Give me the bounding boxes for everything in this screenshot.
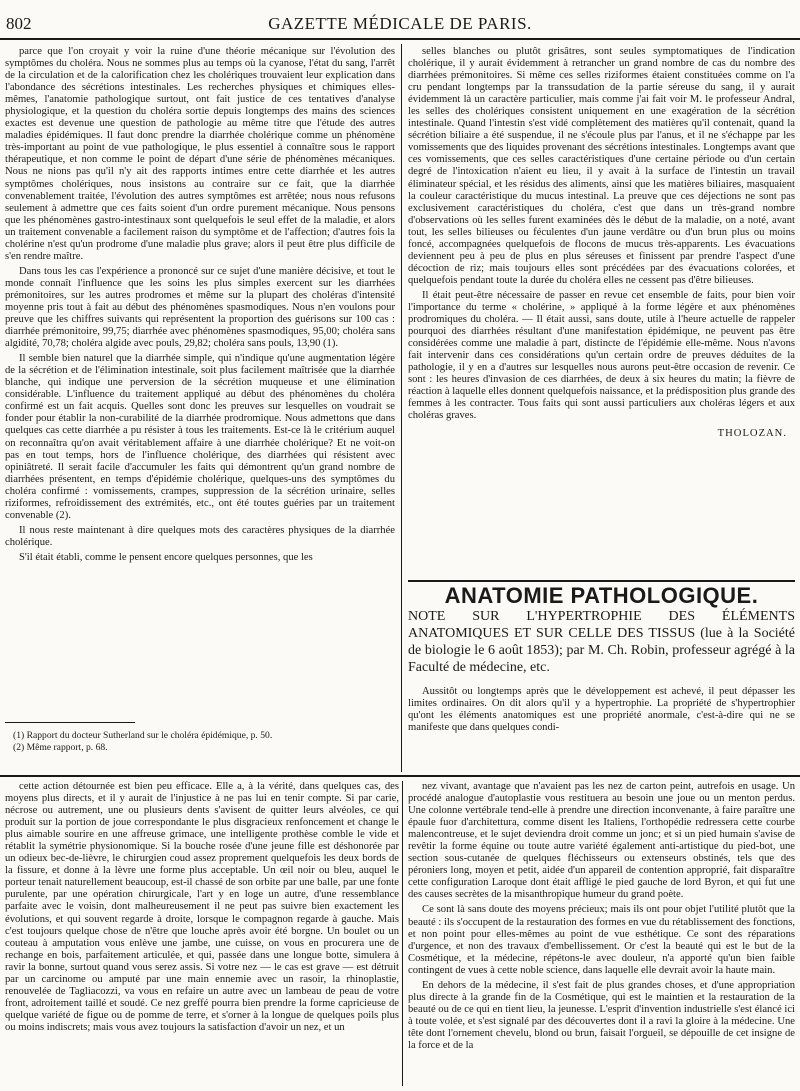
footnote-rule (5, 722, 135, 723)
page-header (0, 0, 800, 40)
header-rule (0, 38, 800, 40)
bottom-column-divider (402, 781, 403, 1086)
page-number: 802 (6, 14, 32, 33)
running-title: GAZETTE MÉDICALE DE PARIS. (268, 14, 532, 33)
bottom-left-column (5, 781, 399, 1087)
column-divider (401, 44, 402, 772)
right-paragraph: selles blanches ou plutôt grisâtres, sont seules symptomatiques de l'indication cholérique, il y aurait évidemment à retrancher un grand nombre de cas du nombre des diarrhées prémonitoires. Si même ces selles riziformes étaient constituées comme on l'a cru pendant longtemps par la transsudation de la partie séreuse du sang, il y aurait évidemment là un caractère particulier, mais comme j'ai fait voir M. le professeur Andral, les selles des cholériques consistent uniquement en une exagération de la sécrétion intestinale. Quand l'intestin s'est vidé complètement des matières qu'il contenait, quand la sécrétion biliaire a été suspendue, il ne s'écoule plus par l'anus, et il ne s'échappe par les vomissements que des liquides provenant des sécrétions intestinales. Longtemps avant que ces vomissements, que ces selles caractéristiques d'une certaine période ou d'un certain degré de l'intoxication n'aient eu lieu, il y avait à la surface de l'intestin un travail éliminateur spécial, et les résidus des aliments, ainsi que les matières biliaires, masquaient la couleur caractéristique du mucus intestinal. La preuve que ces déjections ne sont pas exclusivement caractéristiques du choléra, c'est que dans un très-grand nombre d'observations où les selles furent examinées dès le début de la maladie, on a noté, avant tout, les selles bilieuses ou féculentes d'un jaune verdâtre ou d'un brun plus ou moins foncé, accompagnées quelquefois de flocons de mucus très-apparents. Les évacuations deviennent peu à peu de plus en plus séreuses et finissent par prendre l'aspect d'une décoction de riz; mais toujours elles sont précédées par des évacuations colorées, et quelquefois pendant toute la durée du choléra elles ne cessent pas d'être bilieuses. (408, 46, 795, 286)
left-paragraph: Il semble bien naturel que la diarrhée simple, qui n'indique qu'une augmentation légère de la sécrétion et de l'élimination intestinale, soit plus facilement maîtrisée que la diarrhée blanche, qui indique une perversion de la sécrétion muqueuse et une élimination considérable. L'influence du traitement appliqué au début des phénomènes du choléra confirmé est un fait acquis. Quelles sont donc les preuves sur lesquelles on voudrait se fonder pour établir la non-curabilité de la diarrhée prodromique. Nous admettons que dans quelques cas cette diarrhée a pu résister à tous les traitements. Est-ce là le critérium auquel on reconnaîtra qu'on avait véritablement affaire à une diarrhée cholérique? Et ne voit-on pas en tout temps, hors de l'influence cholérique, des diarrhées qui résistent avec opiniâtreté. Il serait facile d'accumuler les faits qui démontrent qu'un grand nombre de diarrhées présentent, en temps d'épidémie cholérique, quelques-uns des symptômes du choléra confirmé : vomissements, crampes, suppression de la sécrétion urinaire, selles riziformes, refroidissement des extrémités, etc., ont été toutes guéries par un traitement convenable (2). (5, 353, 395, 521)
left-paragraph: parce que l'on croyait y voir la ruine d'une théorie mécanique sur l'évolution des symptômes du choléra. Nous ne sommes plus au temps où la cyanose, l'état du sang, l'arrêt de la circulation et de la calorification chez les cholériques trouvaient leur explication dans l'abondance des sécrétions intestinales. Les recherches physiques et chimiques elles-mêmes, l'anatomie pathologique surtout, ont fait justice de ces tentatives d'analyse physiologique, et la question du choléra sortie depuis longtemps des mains des sciences exactes est devenue une question de pathologie au même titre que l'étude des autres maladies épidémiques. Il faut donc prendre la diarrhée cholérique comme un phénomène très-important au point de vue pathologique, le plus essentiel à connaître sous le rapport thérapeutique, et non comme le point de départ d'une série de phénomènes mécaniques. Nous ne nions pas qu'il n'y ait des rapports intimes entre cette diarrhée et les autres symptômes cholériques, nous insistons au contraire sur ce fait, que la diarrhée convenablement traitée, l'évolution des autres symptômes est arrêtée; nous nous refusons seulement à admettre que ces faits soient d'un ordre purement mécanique. Nous pensons que les phénomènes gastro-intestinaux sont quelquefois le seul effet de la maladie, et alors un traitement convenable a facilement raison du symptôme et de l'affection; d'autres fois la cholérine n'est qu'un prodrome d'une maladie plus grave; alors il peut être plus difficile de s'en rendre maître. (5, 46, 395, 262)
footnotes (5, 730, 395, 754)
left-paragraph: Dans tous les cas l'expérience a prononcé sur ce sujet d'une manière décisive, et tout le monde connaît l'influence que les soins les plus simples exercent sur les diarrhées prémonitoires, sur les autres prodromes et même sur la plupart des choléras d'intensité moyenne pris tout à fait au début des phénomènes spasmodiques. Nous n'en voulons pour preuve que les chiffres suivants qui représentent la proportion des guérisons sur 100 cas : diarrhée prémonitoire, 99,75; diarrhée avec phénomènes spasmodiques, 95,00; choléra sans algidité, 70,78; choléra algide avec pouls, 29,82; choléra sans pouls, 13,90 (1). (5, 265, 395, 350)
left-paragraph: Il nous reste maintenant à dire quelques mots des caractères physiques de la diarrhée cholérique. (5, 524, 395, 548)
article-title (408, 608, 795, 676)
feuilleton-paragraph: Ce sont là sans doute des moyens précieux; mais ils ont pour objet l'utilité plutôt que la beauté : ils s'occupent de la restauration des formes en vue du rétablissement des fonctions, et non point pour elles-mêmes au point de vue esthétique. Ce sont des réparations d'urgence, et non des travaux d'embellissement. Or c'est la beauté qui est le but de la Cosmétique, et la médecine, répétons-le avec douleur, n'a apporté qu'un bien faible contingent de vues à cette noble science, dans laquelle elle devrait avoir la haute main. (408, 904, 795, 976)
right-paragraph: Il était peut-être nécessaire de passer en revue cet ensemble de faits, pour bien voir l'importance du terme « cholérine, » appliqué à la forme légère et aux phénomènes prodromiques du choléra. — Il était aussi, sans doute, utile à l'heure actuelle de rappeler pourquoi des diarrhées résultant d'une manifestation épidémique, ne peuvent pas être considérées comme une maladie à part, distincte de l'épidémie elle-même. Nous n'avons fait intervenir dans ces considérations qu'un certain ordre de preuves déduites de la pathologie, il y en a d'autres sur lesquelles nous aurons peut-être occasion de revenir. Ce sont : les heures d'invasion de ces diarrhées, de deux à six heures du matin; la fièvre de réaction à laquelle elles donnent quelquefois naissance, et la prédisposition plus grande des femmes à les contracter. Tous faits qui sont aussi particuliers aux choléras légers et aux choléras graves. (408, 289, 795, 422)
footnote: (2) Même rapport, p. 68. (13, 742, 108, 753)
footnote: (1) Rapport du docteur Sutherland sur le choléra épidémique, p. 50. (13, 730, 273, 741)
feuilleton-paragraph: nez vivant, avantage que n'avaient pas les nez de carton peint, autrefois en usage. Un procédé analogue d'autoplastie vous restituera au besoin une joue ou un menton perdus. Une colonne vertébrale tend-elle à prendre une direction inconvenante, à faire paraître une épaule fuor d'architettura, comme disent les Italiens, l'orthopédie redressera cette courbe malencontreuse, et le sujet deviendra droit comme un jonc; et si un pied humain s'avise de revêtir la forme équine ou toute autre variété également anti-artistique du pied-bot, une section sous-cutanée de quelques fléchisseurs ou extenseurs obstinés, tels que des péroniers long, moyen et petit, aidée d'un appareil de contention approprié, fait disparaître cette configuration Laroque dont était affligé le pied gauche de lord Byron, et qui fut une des causes secrètes de la misanthropique humeur du grand poète. (408, 781, 795, 901)
bottom-right-column (408, 781, 795, 1087)
feuilleton-paragraph: cette action détournée est bien peu efficace. Elle a, à la vérité, dans quelques cas, des moyens plus directs, et il y aurait de l'injustice à ne pas lui en tenir compte. Si par carie, nécrose ou autrement, une ou plusieurs dents s'avisent de quitter leurs alvéoles, ce qui produit sur la portion de joue correspondante le plus disgracieux renfoncement et change le plus aimable sourire en une affreuse grimace, une intelligente prothèse comble le vide et rétablit la symétrie physionomique. Si la bouche rosée d'une jeune fille est déshonorée par un odieux bec-de-lièvre, le chirurgien coud assez proprement quelquefois les deux bords de la fissure, et donne à la lèvre une forme plus acceptable. Un œil noir ou bleu, auquel le porteur tenait naturellement beaucoup, est-il chassé de son orbite par une balle, par une fonte purulente, par une opération chirurgicale, l'art y en loge un autre, d'une ressemblance parfaite avec le voisin, dont malheureusement il ne peut pas suivre bien exactement les évolutions, et qui souvent regarde à droite, lorsque le compagnon regarde à gauche. Mais c'est toujours quelque chose de n'être que louche après avoir été borgne. Un boulet ou un couteau à amputation vous enlève une jambe, une cuisse, on vous en procurera une de rechange en bois, parfaitement articulée, et qui, passée dans une longue botte, simulera à ravir la bonne, surtout quand vous serez assis. Si votre nez — le cas est grave — est détruit par un carcinome ou amputé par une main ennemie avec un rasoir, la rhinoplastie, renouvelée de Tagliacozzi, va vous en refaire un autre avec un lambeau de peau de votre front, adroitement taillé et soudé. Ce nez greffé pourra bien prendre la forme capricieuse de quelque variété de figue ou de pomme de terre, et s'orner à la longue de quelques poils plus ou moins indiscrets; mais vous avez toujours la satisfaction d'avoir un nez, et un (5, 781, 399, 1033)
left-paragraph: S'il était établi, comme le pensent encore quelques personnes, que les (19, 551, 313, 563)
right-column (408, 46, 795, 574)
section-heading: ANATOMIE PATHOLOGIQUE. (444, 586, 759, 608)
author-signature: THOLOZAN. (717, 428, 787, 440)
left-column (5, 46, 395, 696)
article-title-rest: (lue à la Société de biologie le 6 août 1853); par M. Ch. Robin, professeur agrégé à la Faculté de médecine, etc. (408, 626, 795, 676)
section-rule (408, 580, 795, 582)
feuilleton-paragraph: En dehors de la médecine, il s'est fait de plus grandes choses, et d'une appropriation plus directe à la grande fin de la Cosmétique, qui est le maintien et la restauration de la beauté ou de ce qui en tient lieu, la jeunesse. L'esprit d'invention industrielle s'est élancé ici à toute volée, et s'est signalé par des découvertes dont il a ravi la gloire à la médecine. Une tête dont l'ornement chevelu, blond ou brun, faisait l'orgueil, se dépouille de cet insigne de la force et de la (408, 979, 795, 1051)
article-title-smallcaps: NOTE SUR L'HYPERTROPHIE DES ÉLÉMENTS ANATOMIQUES ET SUR CELLE DES TISSUS (408, 609, 795, 642)
article-block (408, 586, 795, 772)
feuilleton-separator (0, 775, 800, 777)
article-paragraph: Aussitôt ou longtemps après que le développement est achevé, il peut dépasser les limites ordinaires. On dit alors qu'il y a hypertrophie. La propriété de s'hypertrophier qu'ont les éléments anatomiques est une propriété anormale, c'est-à-dire qui ne se manifeste que dans quelques condi- (408, 686, 795, 734)
